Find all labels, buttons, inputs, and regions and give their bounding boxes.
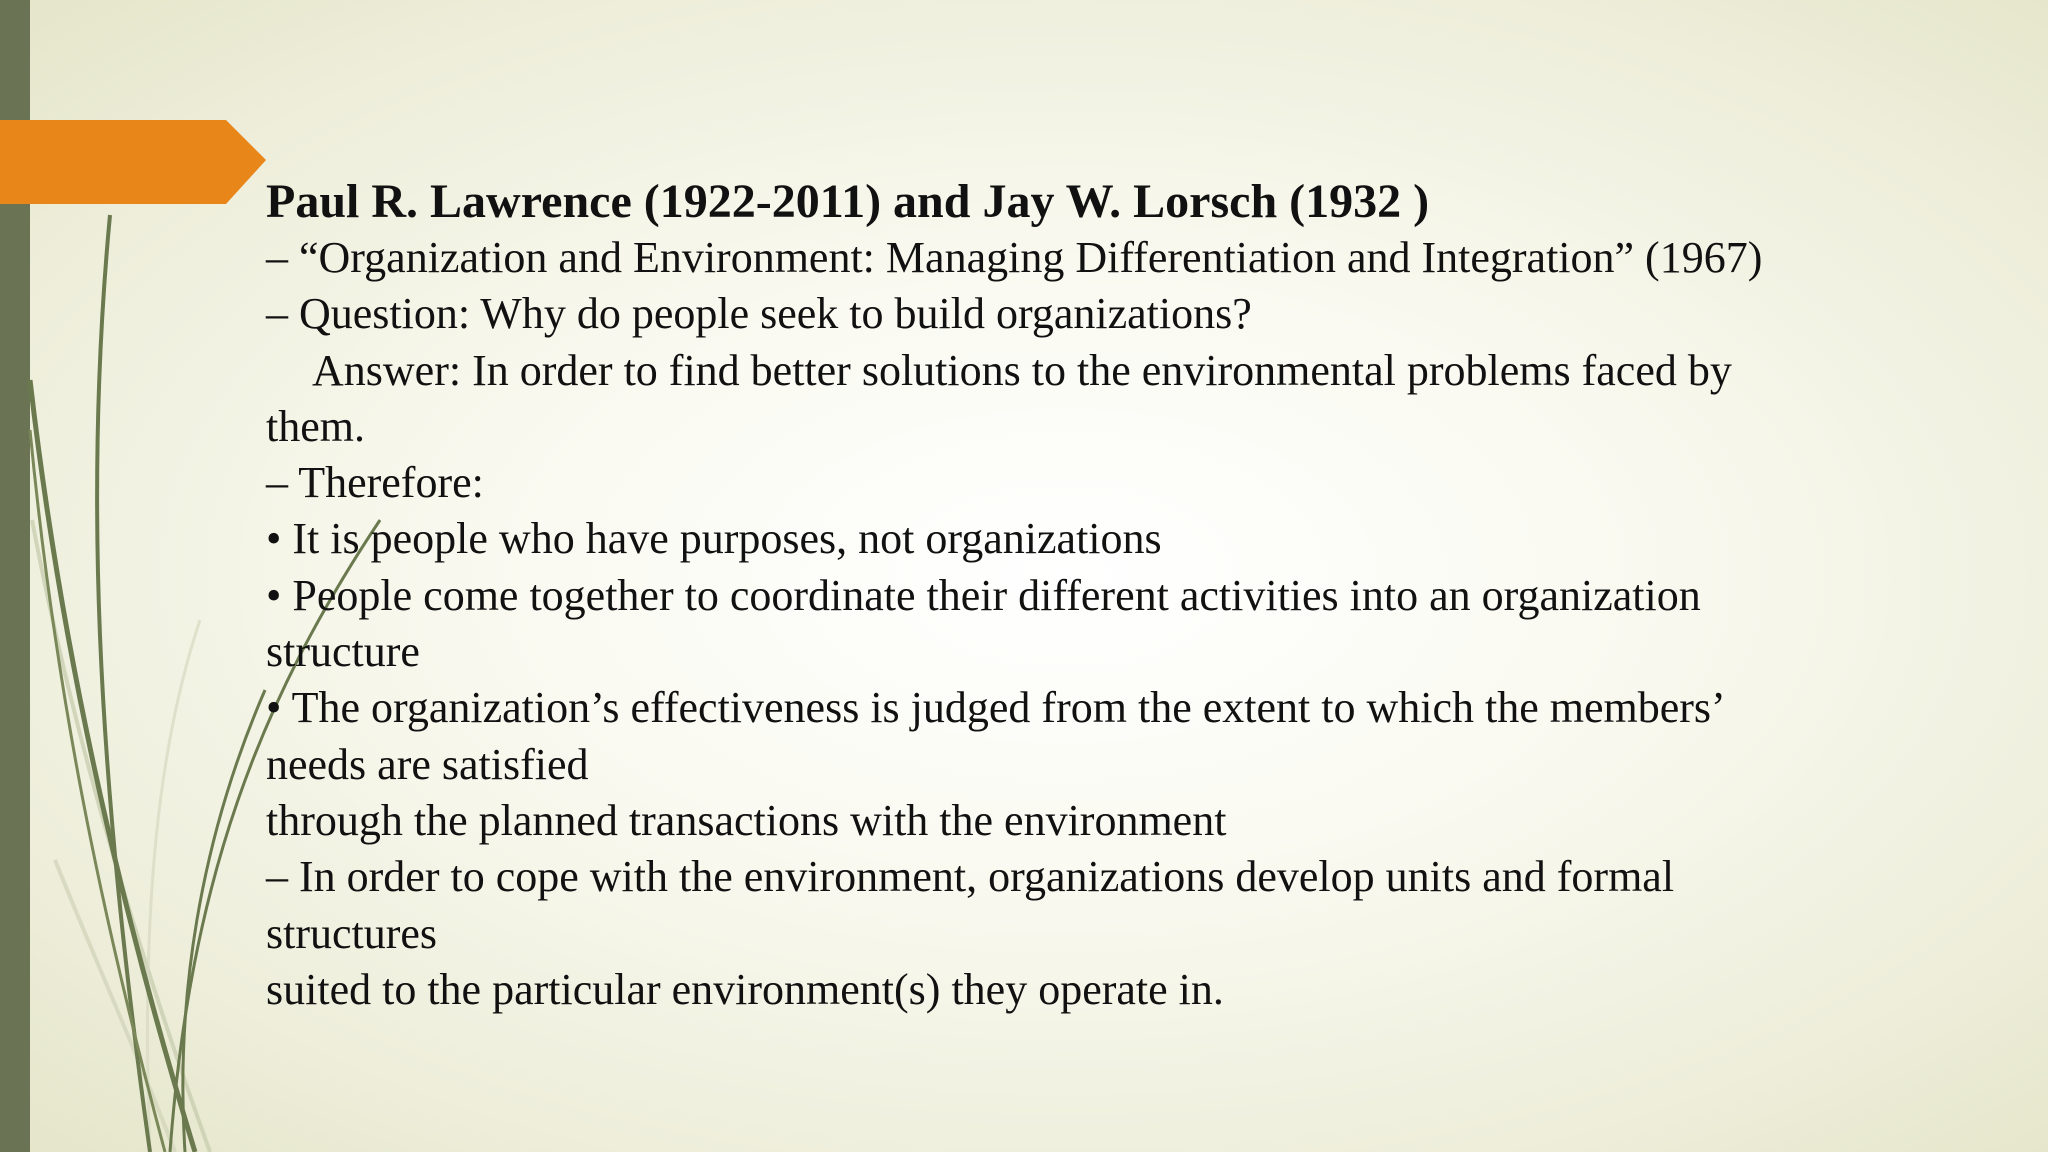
bullet-effectiveness: • The organization’s effectiveness is judged from the extent to which the members’ (266, 683, 1726, 733)
text-line-cope-continued-2: suited to the particular environment(s) they operate in. (266, 964, 1224, 1014)
text-line-answer: Answer: In order to find better solutions to the environmental problems faced by (312, 345, 1732, 395)
bullet-people-coordinate-continued: structure (266, 627, 420, 677)
slide-content (266, 174, 1986, 1018)
text-line-book-reference: – “Organization and Environment: Managing Differentiation and Integration” (1967) (266, 233, 1763, 282)
text-line-cope: – In order to cope with the environment, organizations develop units and formal (266, 852, 1675, 902)
text-line-cope-continued: structures (266, 908, 438, 958)
bullet-people-purposes: • It is people who have purposes, not organizations (266, 514, 1162, 564)
stem-1 (97, 215, 150, 1152)
stem-2 (30, 380, 195, 1152)
stem-3 (30, 430, 165, 1152)
faint-stem-3 (147, 620, 200, 1152)
faint-stem-2 (55, 860, 175, 1152)
stem-5 (183, 690, 265, 1152)
orange-arrow-shape (0, 120, 266, 204)
bullet-effectiveness-continued: needs are satisfied (266, 739, 589, 789)
faint-stem-1 (32, 520, 210, 1152)
text-line-therefore: – Therefore: (266, 458, 484, 508)
bullet-people-coordinate: • People come together to coordinate their different activities into an organization (266, 570, 1701, 620)
left-accent-bar (0, 0, 30, 1152)
bullet-effectiveness-continued-2: through the planned transactions with the environment (266, 795, 1227, 845)
text-line-answer-continued: them. (266, 401, 365, 451)
slide-title: Paul R. Lawrence (1922-2011) and Jay W. Lorsch (1932 ) (266, 175, 1430, 228)
text-line-question: – Question: Why do people seek to build organizations? (266, 289, 1252, 339)
